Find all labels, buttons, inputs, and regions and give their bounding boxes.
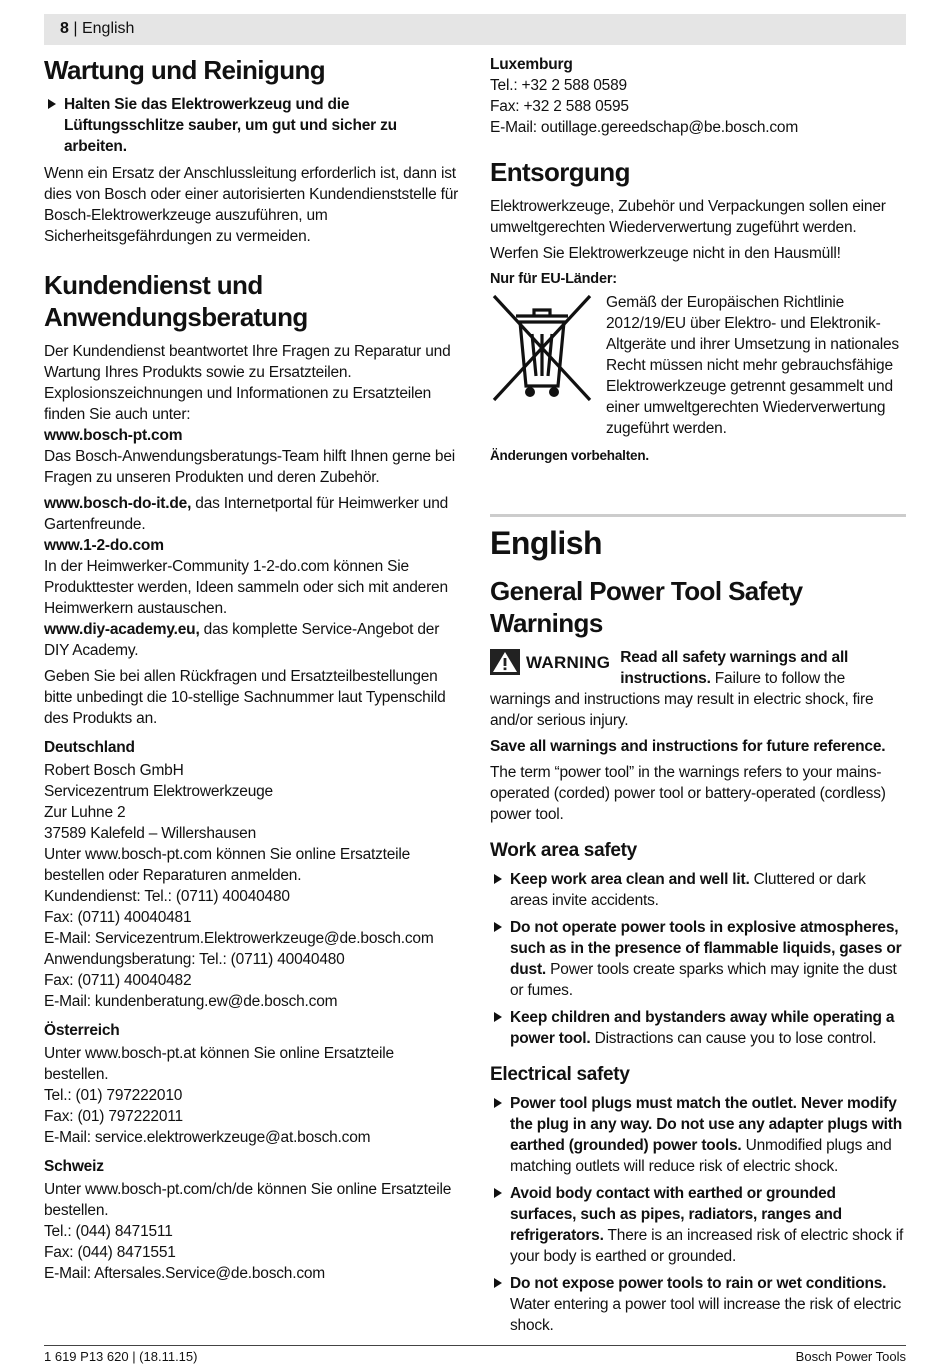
contact-line: Tel.: (044) 8471511 — [44, 1223, 173, 1240]
country-schweiz: Schweiz — [44, 1158, 104, 1175]
eu-disposal-block — [490, 292, 906, 439]
kundendienst-para4: Geben Sie bei allen Rückfragen und Ersatzteilbestellungen bitte unbedingt die 10-stellige Sachnummer laut Typenschild des Produkts an. — [44, 668, 446, 727]
contact-line: Unter www.bosch-pt.com können Sie online Ersatzteile bestellen oder Reparaturen anmelden. — [44, 846, 411, 884]
electrical-bullet — [490, 1183, 906, 1267]
save-instructions: Save all warnings and instructions for future reference. — [490, 738, 886, 755]
contact-line: Tel.: (01) 797222010 — [44, 1087, 183, 1104]
link-bosch-do-it[interactable]: www.bosch-do-it.de, — [44, 495, 192, 512]
wartung-bullet-text: Halten Sie das Elektrowerkzeug und die Lüftungsschlitze sauber, um gut und sicher zu arbeiten. — [64, 96, 397, 155]
bullet-text: Distractions can cause you to lose control. — [590, 1030, 877, 1047]
bullet-text: Cluttered or dark areas invite accidents. — [510, 871, 866, 909]
right-column — [490, 54, 906, 1342]
work-area-bullet — [490, 1007, 906, 1049]
bullet-triangle-icon — [494, 1278, 502, 1288]
oesterreich-contact — [44, 1043, 460, 1148]
page-header — [60, 19, 134, 39]
luxemburg-contact — [490, 75, 906, 138]
bullet-bold: Do not operate power tools in explosive atmospheres, such as in the presence of flammable liquids, gases or dust. — [510, 919, 902, 978]
footer-rule — [44, 1345, 906, 1346]
eu-heading: Nur für EU-Länder: — [490, 271, 617, 287]
bullet-text: Power tools create sparks which may ignite the dust or fumes. — [510, 961, 897, 999]
link2-description: das Internetportal für Heimwerker und Gartenfreunde. — [44, 495, 449, 533]
bullet-triangle-icon — [494, 922, 502, 932]
contact-line: Kundendienst: Tel.: (0711) 40040480 — [44, 888, 290, 905]
warning-text: Failure to follow the warnings and instructions may result in electric shock, fire and/or serious injury. — [490, 670, 874, 729]
entsorgung-title: Entsorgung — [490, 157, 630, 187]
contact-line: Tel.: +32 2 588 0589 — [490, 77, 627, 94]
contact-line: Anwendungsberatung: Tel.: (0711) 40040480 — [44, 951, 345, 968]
contact-line: Fax: (044) 8471551 — [44, 1244, 176, 1261]
contact-line: Fax: (0711) 40040482 — [44, 972, 192, 989]
bullet-triangle-icon — [494, 1098, 502, 1108]
contact-line: E-Mail: outillage.gereedschap@be.bosch.com — [490, 119, 799, 136]
bullet-text: Water entering a power tool will increase the risk of electric shock. — [510, 1296, 902, 1334]
entsorgung-para2: Werfen Sie Elektrowerkzeuge nicht in den Hausmüll! — [490, 245, 841, 262]
header-language: English — [81, 20, 135, 37]
contact-line: E-Mail: Aftersales.Service@de.bosch.com — [44, 1265, 326, 1282]
power-tool-term: The term “power tool” in the warnings refers to your mains-operated (corded) power tool or battery-operated (cordless) power tool. — [490, 764, 886, 823]
wartung-paragraph: Wenn ein Ersatz der Anschlussleitung erforderlich ist, dann ist dies von Bosch oder einer autorisierten Kundendienststelle für Bosch-Elektrowerkzeuge auszuführen, um Sicherheitsgefährdungen zu vermeiden. — [44, 165, 459, 245]
bullet-triangle-icon — [494, 1012, 502, 1022]
bullet-triangle-icon — [48, 99, 56, 109]
eu-directive-text: Gemäß der Europäischen Richtlinie 2012/19/EU über Elektro- und Elektronik-Altgeräte und ihrer Umsetzung in nationales Recht müssen nicht mehr gebrauchsfähige Elektrowerkzeuge getrennt gesammelt und einer umweltgerechten Wiederverwertung zugeführt werden. — [606, 294, 899, 437]
kundendienst-link2-line — [44, 493, 460, 535]
contact-line: 37589 Kalefeld – Willershausen — [44, 825, 256, 842]
section-divider — [490, 514, 906, 517]
deutschland-contact — [44, 760, 460, 1012]
english-title: English — [490, 525, 603, 561]
country-luxemburg: Luxemburg — [490, 56, 573, 73]
kundendienst-para1: Der Kundendienst beantwortet Ihre Fragen zu Reparatur und Wartung Ihres Produkts sowie zu Ersatzteilen. Explosionszeichnungen und Informationen zu Ersatzteilen finden Sie auch unter: — [44, 343, 451, 423]
kundendienst-para2: Das Bosch-Anwendungsberatungs-Team hilft Ihnen gerne bei Fragen zu unseren Produkten und deren Zubehör. — [44, 448, 456, 486]
work-area-bullet — [490, 917, 906, 1001]
entsorgung-para1: Elektrowerkzeuge, Zubehör und Verpackungen sollen einer umweltgerechten Wiederverwertung zugeführt werden. — [490, 198, 886, 236]
bullet-bold: Keep work area clean and well lit. — [510, 871, 750, 888]
schweiz-contact — [44, 1179, 460, 1284]
contact-line: E-Mail: Servicezentrum.Elektrowerkzeuge@de.bosch.com — [44, 930, 434, 947]
contact-line: Fax: (0711) 40040481 — [44, 909, 192, 926]
changes-reserved: Änderungen vorbehalten. — [490, 448, 649, 463]
link4-description: das komplette Service-Angebot der DIY Academy. — [44, 621, 440, 659]
electrical-bullet — [490, 1273, 906, 1336]
country-oesterreich: Österreich — [44, 1022, 120, 1039]
page-number: 8 — [60, 20, 69, 37]
left-column — [44, 54, 460, 1284]
country-deutschland: Deutschland — [44, 739, 135, 756]
wartung-bullet — [44, 94, 460, 157]
contact-line: Zur Luhne 2 — [44, 804, 126, 821]
link-1-2-do[interactable]: www.1-2-do.com — [44, 537, 164, 554]
bullet-triangle-icon — [494, 1188, 502, 1198]
work-area-title: Work area safety — [490, 840, 637, 861]
contact-line: E-Mail: service.elektrowerkzeuge@at.bosch.com — [44, 1129, 371, 1146]
warning-block — [490, 647, 906, 731]
electrical-safety-title: Electrical safety — [490, 1064, 630, 1085]
bullet-triangle-icon — [494, 874, 502, 884]
kundendienst-title: Kundendienst und Anwendungsberatung — [44, 270, 308, 332]
electrical-bullet — [490, 1093, 906, 1177]
bullet-bold: Keep children and bystanders away while operating a power tool. — [510, 1009, 895, 1047]
wartung-title: Wartung und Reinigung — [44, 55, 326, 85]
contact-line: Fax: +32 2 588 0595 — [490, 98, 629, 115]
kundendienst-para3: In der Heimwerker-Community 1-2-do.com können Sie Produkttester werden, Ideen sammeln oder sich mit anderen Heimwerkern austauschen. — [44, 558, 448, 617]
kundendienst-link4-line — [44, 619, 460, 661]
bullet-text: There is an increased risk of electric shock if your body is earthed or grounded. — [510, 1227, 904, 1265]
bullet-bold: Avoid body contact with earthed or grounded surfaces, such as pipes, radiators, ranges and refrigerators. — [510, 1185, 842, 1244]
safety-warnings-title: General Power Tool Safety Warnings — [490, 576, 803, 638]
contact-line: Unter www.bosch-pt.com/ch/de können Sie online Ersatzteile bestellen. — [44, 1181, 452, 1219]
warning-triangle-icon — [490, 649, 520, 675]
warning-bold-text: Read all safety warnings and all instructions. — [620, 649, 849, 687]
link-bosch-pt[interactable]: www.bosch-pt.com — [44, 427, 183, 444]
crossed-out-wheelie-bin-icon — [490, 292, 594, 404]
header-separator: | — [73, 20, 78, 37]
contact-line: Robert Bosch GmbH — [44, 762, 184, 779]
link-diy-academy[interactable]: www.diy-academy.eu, — [44, 621, 200, 638]
footer-brand: Bosch Power Tools — [795, 1349, 906, 1364]
footer-document-id: 1 619 P13 620 | (18.11.15) — [44, 1349, 198, 1364]
contact-line: E-Mail: kundenberatung.ew@de.bosch.com — [44, 993, 338, 1010]
contact-line: Fax: (01) 797222011 — [44, 1108, 183, 1125]
bullet-bold: Do not expose power tools to rain or wet conditions. — [510, 1275, 887, 1292]
warning-badge — [490, 649, 610, 675]
contact-line: Servicezentrum Elektrowerkzeuge — [44, 783, 273, 800]
page-header-bar — [44, 14, 906, 45]
contact-line: Unter www.bosch-pt.at können Sie online Ersatzteile bestellen. — [44, 1045, 394, 1083]
work-area-bullet — [490, 869, 906, 911]
warning-label: WARNING — [526, 652, 611, 672]
bullet-bold: Power tool plugs must match the outlet. Never modify the plug in any way. Do not use any adapter plugs with earthed (grounded) power tools. — [510, 1095, 902, 1154]
bullet-text: Unmodified plugs and matching outlets will reduce risk of electric shock. — [510, 1137, 892, 1175]
